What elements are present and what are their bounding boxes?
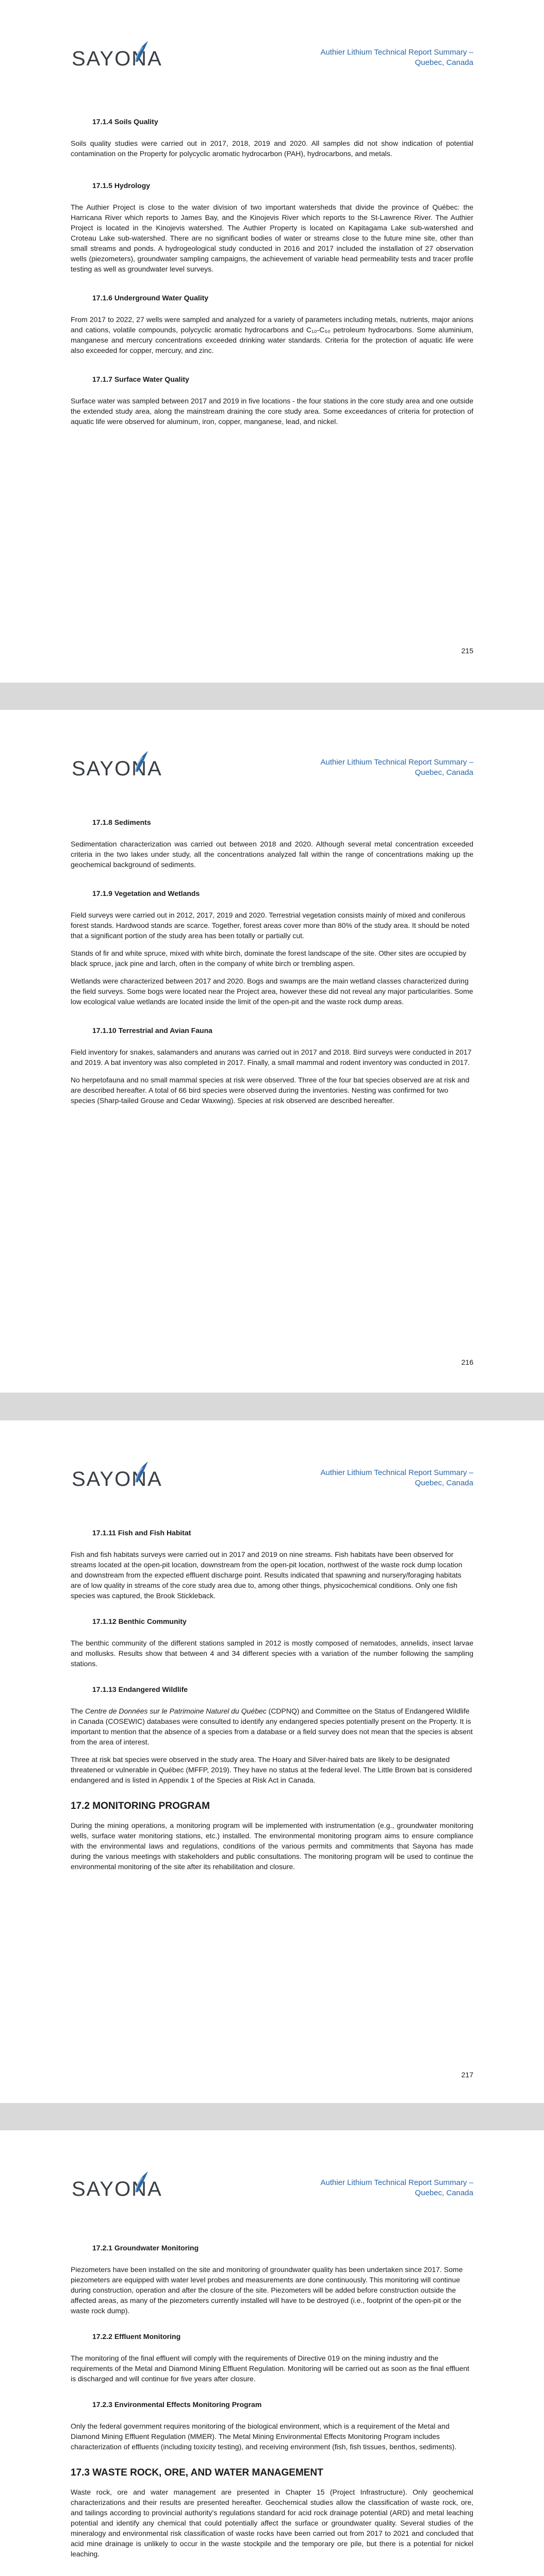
paragraph: The benthic community of the different stations sampled in 2012 is mostly composed of nematodes, annelids, insect larvae and mollusks. Results show that between 4 and 34 different species with a variation of the number following the sampling stations. <box>71 1639 473 1668</box>
company-logo <box>72 47 162 71</box>
paragraph: Stands of fir and white spruce, mixed with white birch, dominate the forest landscape of the site. Other sites are occupied by black spruce, jack pine and larch, often in the company of white birch or trembling aspen. <box>71 949 467 968</box>
logo-text: SAYONA <box>72 757 162 780</box>
section-heading: 17.1.5 Hydrology <box>92 181 151 190</box>
section-heading: 17.2.3 Environmental Effects Monitoring Program <box>92 2400 262 2409</box>
page-number: 216 <box>461 1358 473 1366</box>
logo-leaf-icon <box>133 40 150 63</box>
logo-leaf-icon <box>133 2171 150 2193</box>
section-heading: 17.1.8 Sediments <box>92 818 151 826</box>
report-title: Authier Lithium Technical Report Summary – Quebec, Canada <box>320 48 473 67</box>
report-title: Authier Lithium Technical Report Summary – Quebec, Canada <box>320 1468 473 1487</box>
paragraph: During the mining operations, a monitoring program will be implemented with instrumentation (e.g., groundwater monitoring wells, surface water monitoring stations, etc.) installed. The environmental monitoring program aims to ensure compliance with the environmental laws and regulations, conditions of the various permits and commitments that Sayona has made during the various meetings with stakeholders and public consultations. The monitoring program will be used to continue the environmental monitoring of the site after its rehabilitation and closure. <box>71 1821 473 1871</box>
section-heading: 17.1.4 Soils Quality <box>92 117 158 126</box>
page-217 <box>0 1420 544 2103</box>
logo-text: SAYONA <box>72 2178 162 2200</box>
logo-leaf-icon <box>133 1461 150 1483</box>
paragraph: Surface water was sampled between 2017 and 2019 in five locations - the four stations in the core study area and one outside the extended study area, along the mainstream draining the core study area. Some exceedances of criteria for protection of aquatic life were observed for aluminum, iron, copper, manganese, lead, and nickel. <box>71 397 473 426</box>
paragraph: From 2017 to 2022, 27 wells were sampled and analyzed for a variety of parameters including metals, nutrients, major anions and cations, volatile compounds, polycyclic aromatic hydrocarbons and C₁₀-C₅₀ petroleum hydrocarbons. Some aluminium, manganese and mercury concentrations exceeded drinking water standards. Criteria for the protection of aquatic life were also exceeded for copper, mercury, and zinc. <box>71 315 473 354</box>
paragraph: The Centre de Données sur le Patrimoine Naturel du Québec (CDPNQ) and Committee on the Status of Endangered Wildlife in Canada (COSEWIC) databases were consulted to identify any endangered species potentially present on the Property. It is important to mention that the absence of a species from a database or a field survey does not mean that the species is absent from the area of interest. <box>71 1707 473 1746</box>
company-logo <box>72 2178 162 2201</box>
page-216 <box>0 710 544 1393</box>
paragraph: Field inventory for snakes, salamanders and anurans was carried out in 2017 and 2018. Bird surveys were conducted in 2017 and 2019. A bat inventory was also completed in 2017. Finally, a small mammal and rodent inventory was conducted in 2017. <box>71 1048 472 1066</box>
section-heading: 17.2.2 Effluent Monitoring <box>92 2332 181 2341</box>
section-heading: 17.2.1 Groundwater Monitoring <box>92 2244 199 2252</box>
logo-leaf-icon <box>133 750 150 773</box>
logo-text: SAYONA <box>72 47 162 70</box>
page-number: 215 <box>461 647 473 655</box>
paragraph: Three at risk bat species were observed in the study area. The Hoary and Silver-haired bats are likely to be designated threatened or vulnerable in Québec (MFFP, 2019). They have no status at the federal level. The Little Brown bat is considered endangered and is listed in Appendix 1 of the Species at Risk Act in Canada. <box>71 1755 472 1784</box>
page-header <box>71 0 473 77</box>
page-number: 217 <box>461 2071 473 2079</box>
section-heading: 17.3 WASTE ROCK, ORE, AND WATER MANAGEMENT <box>71 2467 323 2478</box>
section-heading: 17.1.6 Underground Water Quality <box>92 294 209 302</box>
section-heading: 17.1.12 Benthic Community <box>92 1617 187 1625</box>
paragraph: Field surveys were carried out in 2012, 2017, 2019 and 2020. Terrestrial vegetation consists mainly of mixed and coniferous forest stands. Hardwood stands are scarce. Together, forest areas cover more than 80% of the study area. It should be noted that a significant portion of the study area has been totally or partially cut. <box>71 911 470 940</box>
paragraph: Wetlands were characterized between 2017 and 2020. Bogs and swamps are the main wetland classes characterized during the field surveys. Some bogs were located near the Project area, however these did not reveal any major particularities. Some low ecological value wetlands are located inside the limit of the open-pit and the waste rock dump areas. <box>71 977 473 1006</box>
page-header <box>71 1420 473 1498</box>
paragraph: Only the federal government requires monitoring of the biological environment, which is a requirement of the Metal and Diamond Mining Effluent Regulation (MMER). The Metal Mining Environmental Effects Monitoring Program includes characterization of effluents (including toxicity testing), and receiving environment (fish, fish tissues, benthos, sediments). <box>71 2422 457 2451</box>
paragraph: Fish and fish habitats surveys were carried out in 2017 and 2019 on nine streams. Fish habitats have been observed for streams located at the open-pit location, downstream from the open-pit location, northwest of the waste rock dump location and downstream from the expected effluent discharge point. Results indicated that spawning and nursery/foraging habitats are of low quality in streams of the core study area due to, among other things, physicochemical conditions. Only one fish species was captured, the Brook Stickleback. <box>71 1550 463 1600</box>
page-218 <box>0 2130 544 2576</box>
paragraph: The Authier Project is close to the water division of two important watersheds that divide the province of Québec: the Harricana River which reports to James Bay, and the Kinojevis River which reports to the St-Lawrence River. The Authier Project is located in the Kinojevis watershed. The Authier Property is located on Kapitagama Lake sub-watershed and Croteau Lake sub-watershed. There are no significant bodies of water or streams close to the future mine site, other than small streams and ponds. A hydrogeological study conducted in 2016 and 2017 included the installation of 27 observation wells (piezometers), groundwater sampling campaigns, the achievement of variable head permeability tests and tracer profile testing as well as groundwater level surveys. <box>71 203 473 273</box>
paragraph: The monitoring of the final effluent will comply with the requirements of Directive 019 on the mining industry and the requirements of the Metal and Diamond Mining Effluent Regulation. Monitoring will be carried out as soon as the final effluent is discharged and will continue for five years after closure. <box>71 2354 470 2383</box>
paragraph: No herpetofauna and no small mammal species at risk were observed. Three of the four bat species observed are at risk and are described hereafter. A total of 66 bird species were observed during the inventories. Nesting was confirmed for two species (Sharp-tailed Grouse and Cedar Waxwing). Species at risk observed are described hereafter. <box>71 1076 470 1105</box>
page-header <box>71 2130 473 2208</box>
page-215 <box>0 0 544 683</box>
company-logo <box>72 1468 162 1491</box>
section-heading: 17.1.7 Surface Water Quality <box>92 375 189 383</box>
section-heading: 17.1.10 Terrestrial and Avian Fauna <box>92 1026 212 1035</box>
report-title: Authier Lithium Technical Report Summary – Quebec, Canada <box>320 758 473 777</box>
paragraph: Sedimentation characterization was carried out between 2018 and 2020. Although several metal concentration exceeded criteria in the two lakes under study, all the concentrations analyzed fall within the range of concentrations making up the geochemical background of sediments. <box>71 840 473 869</box>
paragraph: Soils quality studies were carried out in 2017, 2018, 2019 and 2020. All samples did not show indication of potential contamination on the Property for polycyclic aromatic hydrocarbon (PAH), hydrocarbons, and metals. <box>71 139 473 158</box>
page-header <box>71 710 473 787</box>
section-heading: 17.1.9 Vegetation and Wetlands <box>92 889 200 897</box>
paragraph: Piezometers have been installed on the site and monitoring of groundwater quality has been undertaken since 2017. Some piezometers are equipped with water level probes and measurements are done continuously. This monitoring will continue during construction, operation and after the closure of the site. Piezometers will be added before construction outside the affected areas, as many of the piezometers currently installed will have to be destroyed (i.e., footprint of the open-pit or the waste rock dump). <box>71 2265 463 2315</box>
section-heading: 17.2 MONITORING PROGRAM <box>71 1801 210 1811</box>
section-heading: 17.1.13 Endangered Wildlife <box>92 1685 188 1693</box>
logo-text: SAYONA <box>72 1468 162 1490</box>
company-logo <box>72 757 162 781</box>
section-heading: 17.1.11 Fish and Fish Habitat <box>92 1529 191 1537</box>
paragraph: Waste rock, ore and water management are presented in Chapter 15 (Project Infrastructure). Only geochemical characterizations and their results are presented hereafter. Geochemical studies allow the classification of waste rock, ore, and tailings according to provincial authority's regulations standard for acid rock drainage potential (ARD) and metal leaching potential and identify any chemical that could potentially affect the surface or groundwater quality. Several studies of the mineralogy and environmental risk classification of waste rocks have been carried out from 2017 to 2021 and concluded that acid mine drainage is unlikely to occur in the waste stockpile and the temporary ore pile, but there is a potential for nickel leaching. <box>71 2488 473 2558</box>
report-title: Authier Lithium Technical Report Summary – Quebec, Canada <box>320 2178 473 2197</box>
